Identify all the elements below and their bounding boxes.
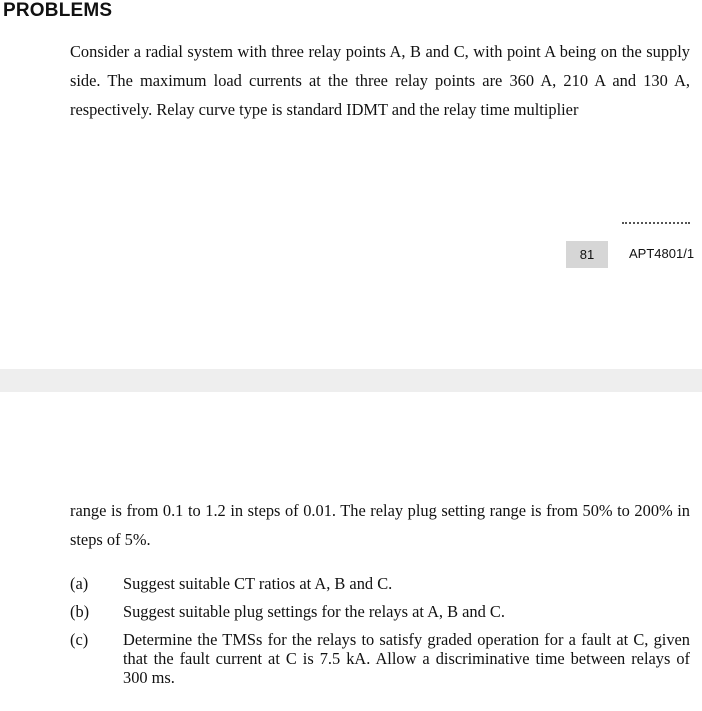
section-heading: PROBLEMS <box>3 0 113 21</box>
page-break-gap <box>0 369 702 392</box>
sub-question-text: Suggest suitable CT ratios at A, B and C. <box>123 574 393 593</box>
course-code: APT4801/1 <box>629 246 695 261</box>
sub-question-b <box>70 602 690 621</box>
sub-question-c <box>70 630 690 687</box>
footer-dotted-rule <box>622 222 690 224</box>
sub-question-list <box>70 574 690 696</box>
sub-question-text: Determine the TMSs for the relays to satisfy graded operation for a fault at C, given that the fault current at C is 7.5 kA. Allow a discriminative time between relays of 300 ms. <box>123 630 690 687</box>
sub-question-text: Suggest suitable plug settings for the relays at A, B and C. <box>123 602 505 621</box>
problem-paragraph-2: range is from 0.1 to 1.2 in steps of 0.01. The relay plug setting range is from 50% to 200% in steps of 5%. <box>70 501 690 549</box>
problem-text-part1: Consider a radial system with three relay points A, B and C, with point A being on the supply side. The maximum load currents at the three relay points are 360 A, 210 A and 130 A, respectively. Relay curve type is standard IDMT and the relay time multiplier <box>70 42 690 119</box>
page-number-badge <box>566 241 608 268</box>
problem-number <box>18 37 70 66</box>
sub-question-label: (c) <box>70 630 89 649</box>
problem-paragraph-1 <box>18 37 690 124</box>
sub-question-a <box>70 574 690 593</box>
page-number: 81 <box>579 247 595 262</box>
sub-question-label: (a) <box>70 574 89 593</box>
sub-question-label: (b) <box>70 602 90 621</box>
